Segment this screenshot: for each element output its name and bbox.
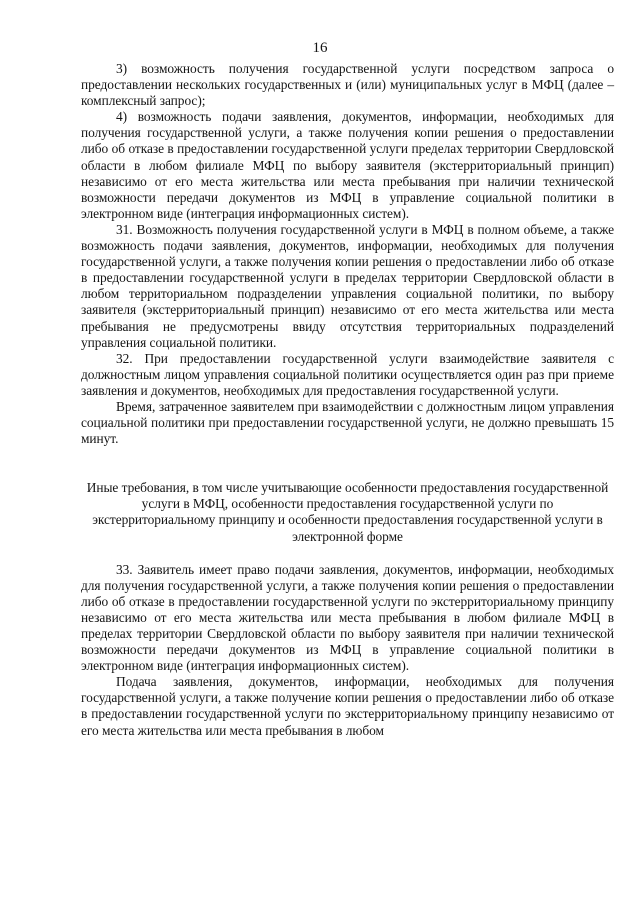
paragraph-item-4: 4) возможность подачи заявления, документов, информации, необходимых для получения государственной услуги, а также получения копии решения о предоставлении либо об отказе в предоставлении государственной услуги пределах территории Свердловской области в любом филиале МФЦ по выбору заявителя (экстерриториальный принцип) независимо от его места жительства или места пребывания при наличии технической возможности передачи документов из МФЦ в управление социальной политики в электронном виде (интеграция информационных систем).: [81, 109, 614, 221]
paragraph-item-3: 3) возможность получения государственной услуги посредством запроса о предоставлении нескольких государственных и (или) муниципальных услуг в МФЦ (далее – комплексный запрос);: [81, 61, 614, 109]
paragraph-32: 32. При предоставлении государственной услуги взаимодействие заявителя с должностным лицом управления социальной политики осуществляется один раз при приеме заявления и документов, необходимых для предоставления государственной услуги.: [81, 350, 614, 398]
section-heading: Иные требования, в том числе учитывающие особенности предоставления государственной услуги в МФЦ, особенности предоставления государственной услуги по экстерриториальному принципу и особенности предоставления государственной услуги в электронной форме: [86, 480, 609, 544]
page-number: 16: [312, 40, 328, 56]
paragraph-31: 31. Возможность получения государственной услуги в МФЦ в полном объеме, а также возможность подачи заявления, документов, информации, необходимых для получения государственной услуги, а также получения копии решения о предоставлении либо об отказе в предоставлении государственной услуги в пределах территории Свердловской области в любом территориальном подразделении управления социальной политики, по выбору заявителя (экстерриториальный принцип) независимо от его места жительства или места пребывания не предусмотрены ввиду отсутствия территориальных подразделений управления социальной политики.: [81, 221, 614, 350]
paragraph-32-time-limit: Время, затраченное заявителем при взаимодействии с должностным лицом управления социальной политики при предоставлении государственной услуги, не должно превышать 15 минут.: [81, 398, 614, 447]
document-body: [81, 61, 614, 739]
paragraph-33-submission: Подача заявления, документов, информации, необходимых для получения государственной услуги, а также получение копии решения о предоставлении либо об отказе в предоставлении государственной услуги по экстерриториальному принципу независимо от его места жительства или места пребывания в любом: [81, 674, 614, 738]
paragraph-33: 33. Заявитель имеет право подачи заявления, документов, информации, необходимых для получения государственной услуги, а также получения копии решения о предоставлении либо об отказе в предоставлении государственной услуги по экстерриториальному принципу независимо от его места жительства или места пребывания в любом филиале МФЦ в пределах территории Свердловской области по выбору заявителя при наличии технической возможности передачи документов из МФЦ в управление социальной политики в электронном виде (интеграция информационных систем).: [81, 561, 614, 674]
